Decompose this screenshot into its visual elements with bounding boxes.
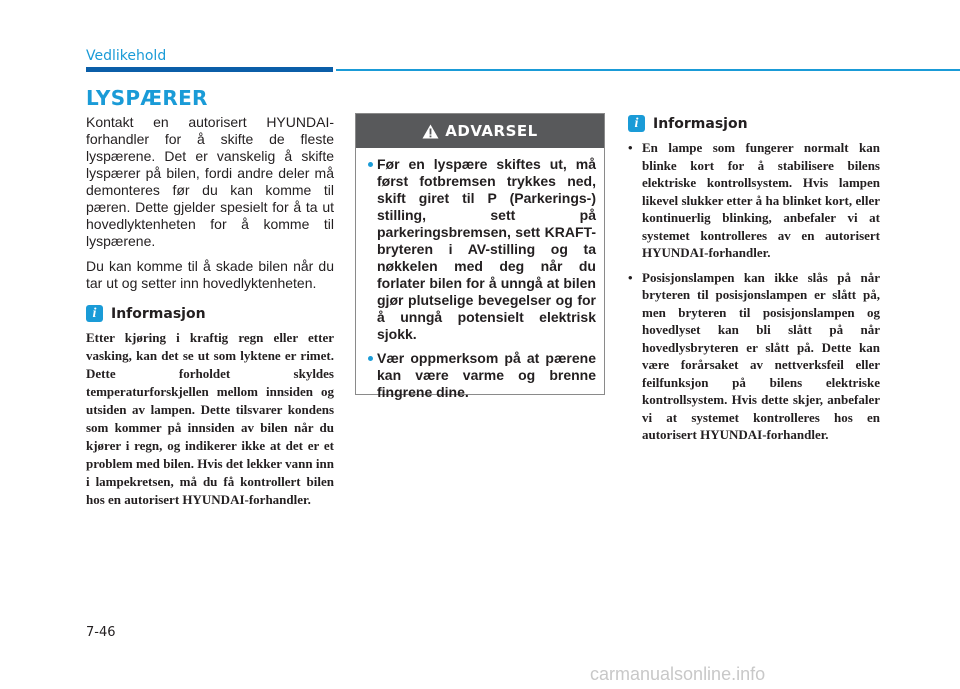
info-label: Informasjon [111, 305, 206, 322]
intro-paragraph: Kontakt en autorisert HYUNDAI-forhandler for å skifte de fleste lyspærene. Det er vanskelig å skifte lyspærer på bilen, fordi andre deler må demonteres før du kan komme til pæren. Dette gjelder spesielt for å ta ut hovedlyktenheten for å komme til lyspærene. [86, 114, 334, 249]
warning-label: ADVARSEL [445, 122, 538, 140]
page-title: LYSPÆRER [86, 86, 208, 110]
warning-item: Vær oppmerksom på at pærene kan være varme og brenne fingrene dine. [368, 350, 596, 401]
watermark: carmanualsonline.info [590, 664, 766, 684]
info-list [628, 139, 880, 444]
info-icon: i [86, 305, 103, 322]
header-section-label: Vedlikehold [86, 48, 167, 64]
header-rule [336, 69, 960, 71]
warning-triangle-icon [422, 124, 439, 139]
info-heading [628, 115, 880, 132]
damage-paragraph: Du kan komme til å skade bilen når du tar ut og setter inn hovedlyktenheten. [86, 258, 334, 291]
warning-header [356, 114, 604, 148]
info-heading [86, 305, 334, 322]
info-text: Etter kjøring i kraftig regn eller etter vasking, kan det se ut som lyktene er rimet. Dette forholdet skyldes temperaturforskjellen mellom innsiden og utsiden av lampen. Dette tilsvarer kondens som kommer på innsiden av bilen når du kjører i regn, og indikerer ikke at det er et problem med bilen. Hvis det lekker vann inn i lampekretsen, må du få kontrollert bilen hos en autorisert HYUNDAI-forhandler. [86, 330, 334, 507]
warning-item: Før en lyspære skiftes ut, må først fotbremsen trykkes ned, skift giret til P (Parkerings-) stilling, sett på parkeringsbremsen, sett KRAFT-bryteren i AV-stilling og ta nøkkelen med deg når du forlater bilen for å unngå at bilen gjør plutselige bevegelser og for å unngå potensielt elektrisk sjokk. [368, 156, 596, 343]
info-icon: i [628, 115, 645, 132]
info-list-item: • En lampe som fungerer normalt kan blinke kort for å stabilisere bilens elektriske kontrollsystem. Hvis lampen likevel slukker etter å ha blinket kort, eller kontinuerlig blinking, anbefaler vi at systemet kontrolleres av en autorisert HYUNDAI-forhandler. [628, 139, 880, 262]
info-list-item: • Posisjonslampen kan ikke slås på når bryteren til posisjonslampen er slått på, men bryteren til posisjonslampen og hovedlyset kan bli slått på når hovedlysbryteren er slått på. Dette kan være forårsaket av nettverksfeil eller feilfunksjon på bilens elektriske kontrollsystem. Hvis dette skjer, anbefaler vi at systemet kontrolleres hos en autorisert HYUNDAI-forhandler. [628, 269, 880, 444]
page-number: 7-46 [86, 625, 116, 640]
left-column [86, 114, 334, 509]
warning-box [355, 113, 605, 400]
warning-list [356, 148, 604, 401]
right-column [628, 113, 880, 451]
header-bar [86, 67, 333, 72]
info-label: Informasjon [653, 115, 748, 132]
